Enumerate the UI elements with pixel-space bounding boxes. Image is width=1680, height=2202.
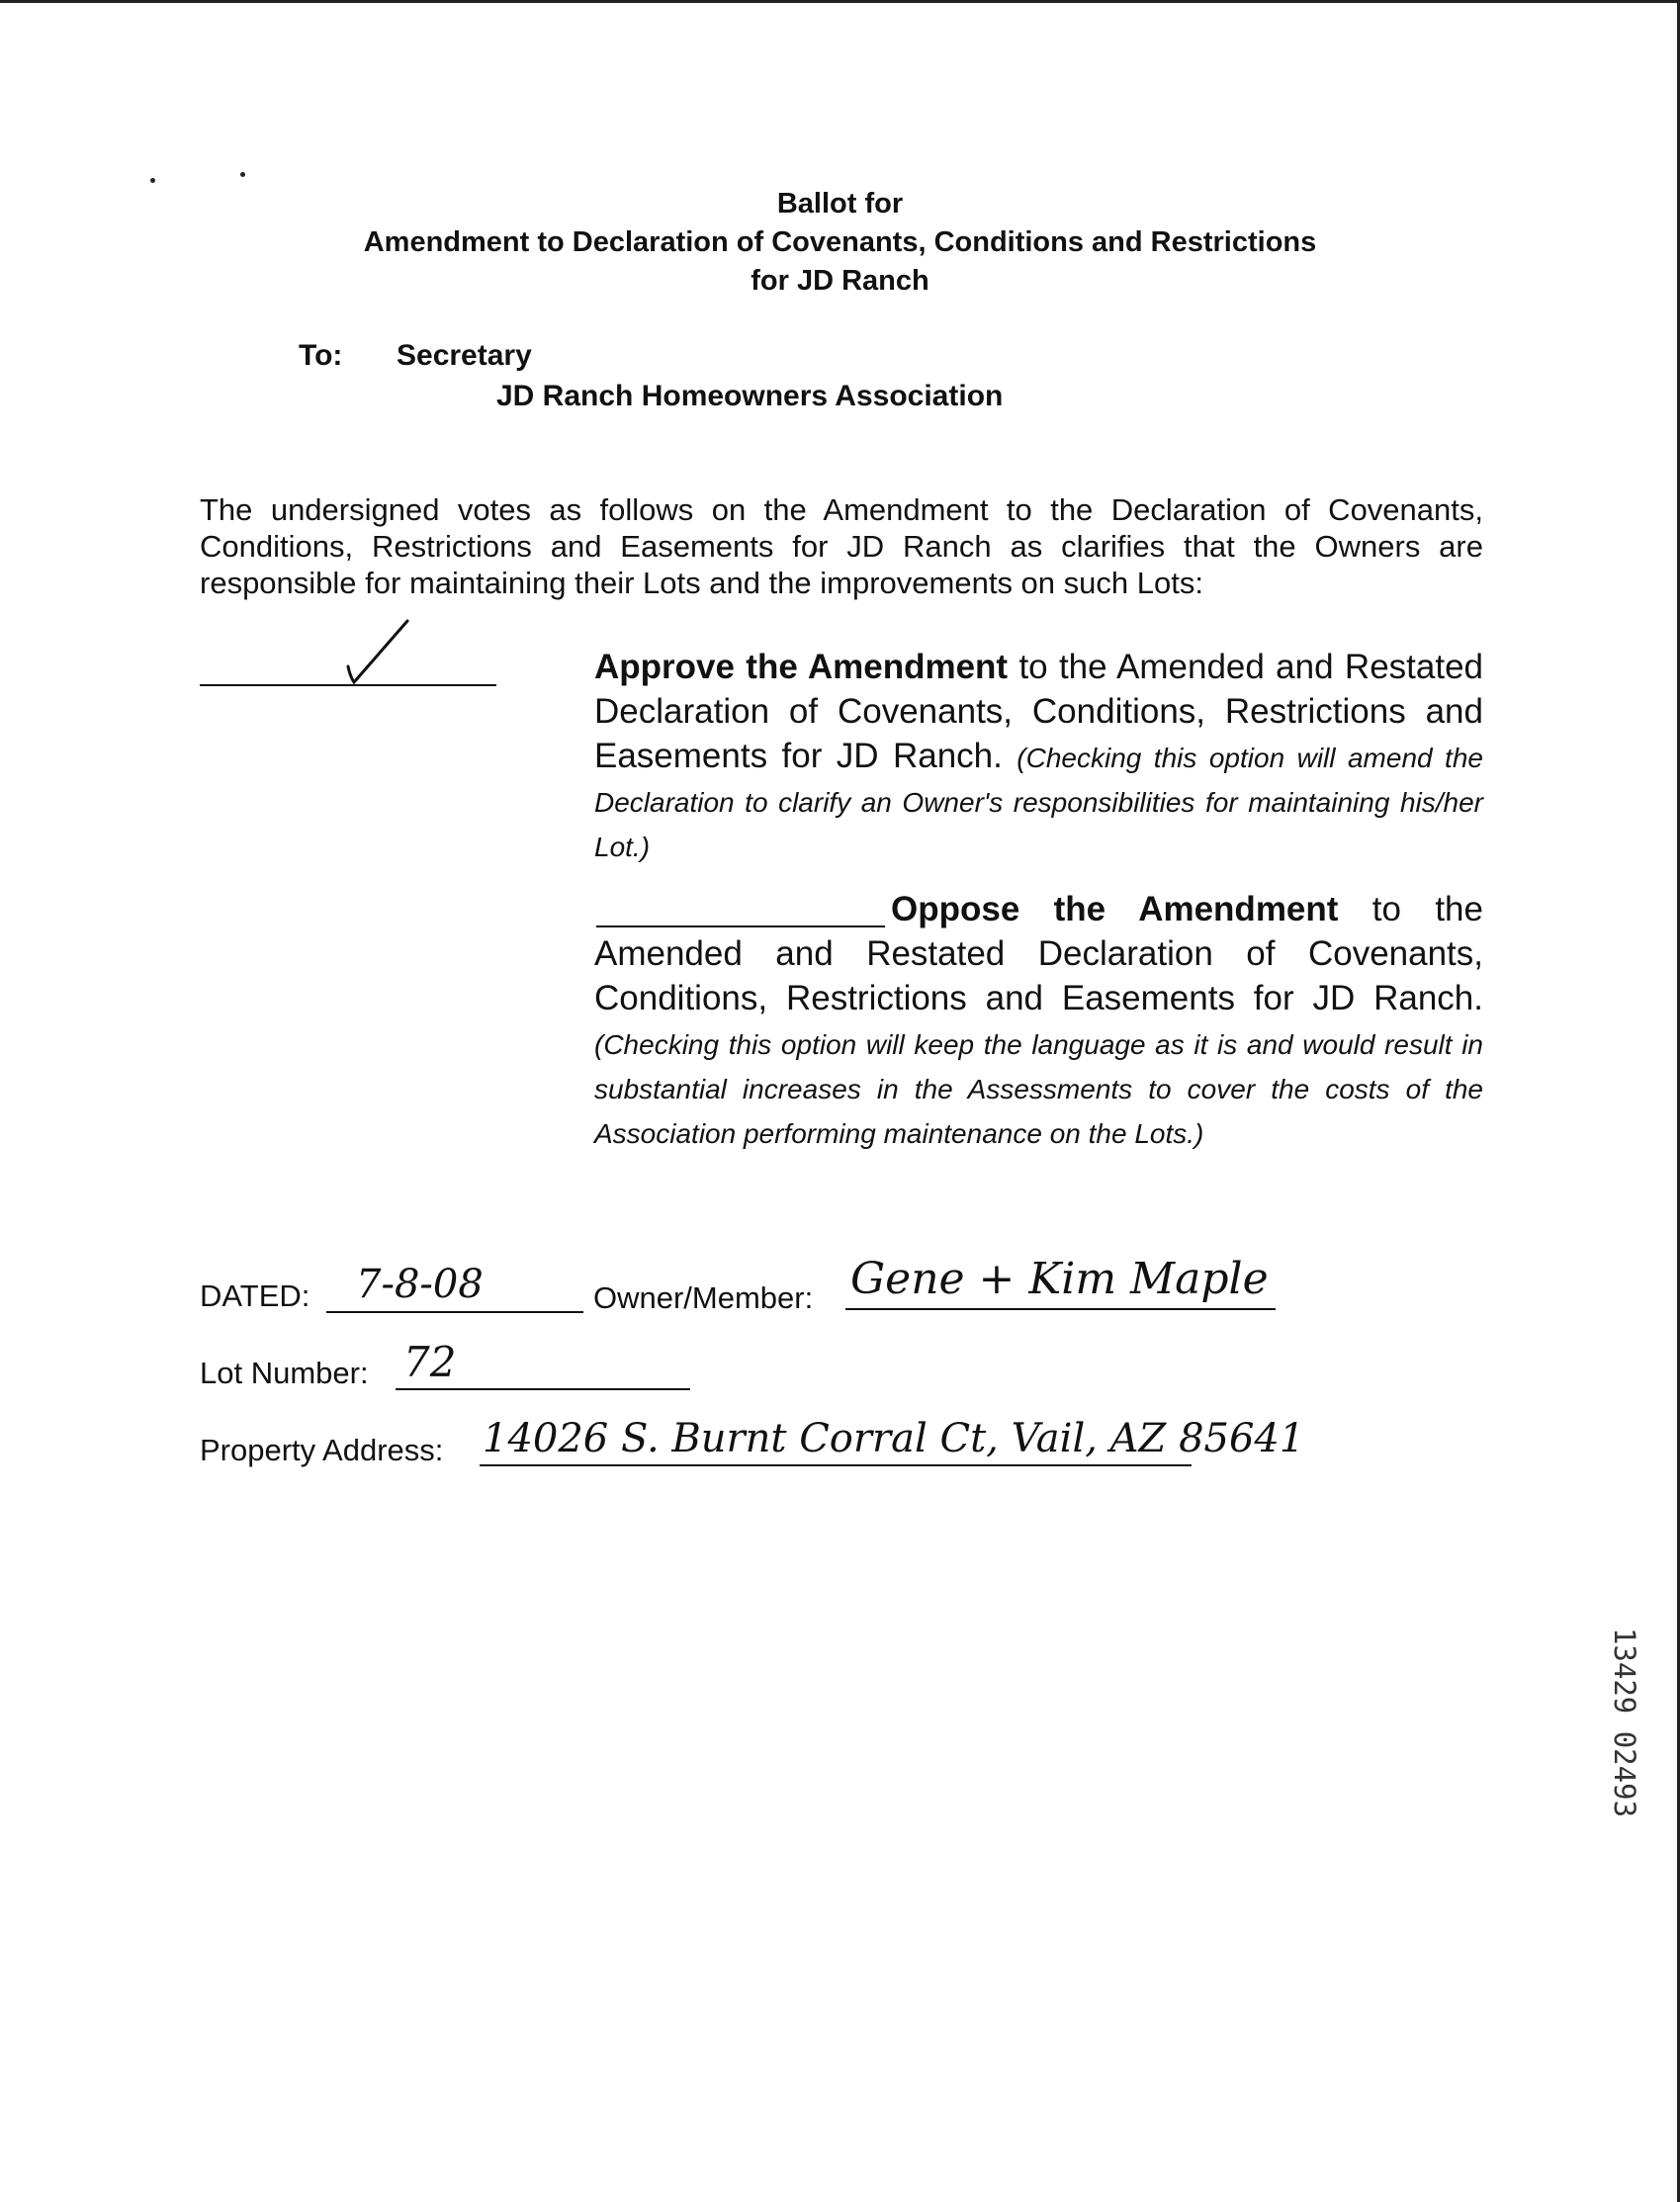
approve-option-text: to the Amended and Restated Declaration of Covenants, Conditions, Restrictions and Easements for JD Ranch. [594,648,1484,775]
ballot-subtitle-project: for JD Ranch [751,265,929,297]
oppose-option-note: (Checking this option will keep the language as it is and would result in substantial increases in the Assessments to cover the costs of the Association performing maintenance on the Lots.) [594,1029,1483,1149]
checkmark-icon [336,615,425,689]
approve-option-heading: Approve the Amendment [594,648,1009,686]
owner-label: Owner/Member: [593,1280,814,1315]
approve-option-note: (Checking this option will amend the Declaration to clarify an Owner's responsibilities for maintaining his/her Lot.) [594,743,1483,862]
property-address-label: Property Address: [200,1433,444,1467]
approve-option [594,645,1483,867]
to-label: To: [299,339,343,372]
oppose-option [594,887,1483,1154]
document-number: 13429 02493 [1608,1627,1641,1818]
scan-speck [240,172,245,177]
scan-speck [150,178,155,183]
property-address-value: 14026 S. Burnt Corral Ct, Vail, AZ 85641 [483,1416,1305,1461]
document-number-stamp [1608,1594,1643,1818]
recipient-organization: JD Ranch Homeowners Association [496,380,1004,412]
intro-paragraph: The undersigned votes as follows on the Amendment to the Declaration of Covenants, Conditions, Restrictions and Easements for JD Ranch as clarifies that the Owners are responsible for maintaining their Lots and the improvements on such Lots: [200,492,1483,600]
dated-field-line[interactable] [326,1311,583,1313]
lot-number-label: Lot Number: [200,1356,369,1390]
owner-field-line[interactable] [845,1308,1276,1310]
ballot-subtitle: Amendment to Declaration of Covenants, Conditions and Restrictions [363,226,1317,258]
ballot-title: Ballot for [776,188,904,220]
oppose-option-heading: Oppose the Amendment [891,890,1339,928]
scan-edge-top [0,0,1680,3]
dated-label: DATED: [200,1278,310,1313]
lot-number-value: 72 [403,1338,457,1386]
property-address-field-line[interactable] [480,1464,1192,1466]
lot-number-field-line[interactable] [396,1388,690,1390]
dated-value: 7-8-08 [356,1262,484,1307]
recipient-name: Secretary [397,339,532,372]
owner-signature: Gene + Kim Maple [850,1254,1269,1304]
oppose-option-text: to the Amended and Restated Declaration of Covenants, Conditions, Restrictions and Easements for JD Ranch. [594,890,1483,1017]
